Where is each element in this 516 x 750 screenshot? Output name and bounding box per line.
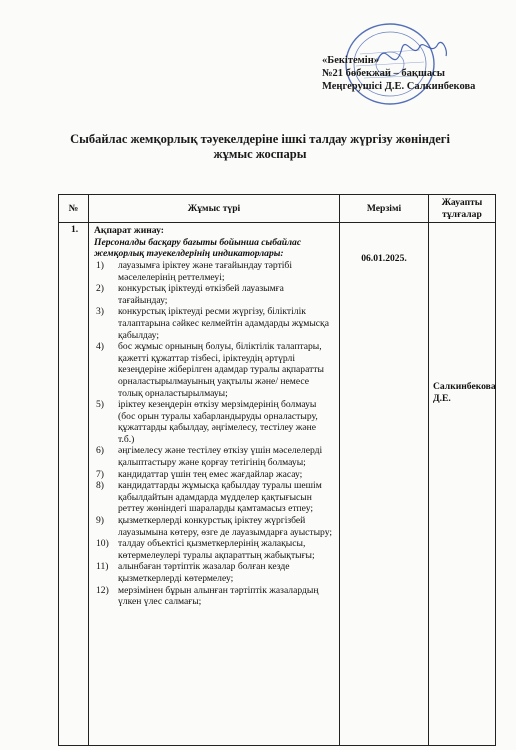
list-item [94,445,333,468]
list-item [94,341,333,399]
list-item [94,561,333,584]
indicator-list [94,260,333,608]
list-item [94,399,333,445]
list-item-text: бос жұмыс орнының болуы, біліктілік талаптары, қажетті құжаттар тізбесі, іріктеудің әртүрлі кезеңдеріне жіберілген адамдар туралы ақпаратты орналастырылмауының уақтылы және/ немесе толық орналастырылмауы; [118,341,324,399]
table-header-row [59,195,496,223]
list-item-number: 4) [96,341,104,353]
table-row [59,223,496,746]
title-line-1: Сыбайлас жемқорлық тәуекелдеріне ішкі талдау жүргізу жөніндегі [70,132,450,146]
list-item-number: 10) [96,538,109,550]
head-name: Меңгерушісі Д.Е. Салкинбекова [322,81,476,92]
approval-block [322,54,512,93]
header-deadline: Мерзімі [340,195,429,223]
list-item [94,306,333,341]
work-type-cell [89,223,340,746]
list-item-text: лауазымға іріктеу және тағайындау тәртібі мәселелерінің реттелмеуі; [118,259,292,283]
list-item [94,469,333,481]
list-item-text: әңгімелесу және тестілеу өткізу үшін мәселелерді қалыптастыру және қорғау тетігінің болмауы; [118,445,323,469]
approval-label: «Бекітемін» [322,55,380,66]
list-item [94,480,333,515]
list-item-text: қызметкерлерді конкурстық іріктеу жүргізбей лауазымына көтеру, өзге де лауазымдарға ауыстыру; [118,515,333,538]
row-number: 1. [59,223,89,746]
responsible-surname: Салкинбекова [433,381,496,393]
list-item-text: мерзімінен бұрын алынған тәртіптік жазалардың үлкен үлес салмағы; [118,584,319,608]
header-work-type: Жұмыс түрі [89,195,340,223]
list-item-number: 9) [96,515,104,527]
list-item [94,538,333,561]
section-subtitle: Персоналды басқару бағыты бойынша сыбайлас жемқорлық тәуекелдерінің индикаторлары: [94,236,302,260]
list-item-number: 7) [96,468,104,480]
work-plan-table [58,194,496,746]
list-item [94,585,333,608]
list-item-number: 1) [96,259,104,271]
list-item [94,283,333,306]
institution-name: №21 бөбекжай – бақшасы [322,68,445,79]
list-item [94,260,333,283]
list-item-text: кандидаттарды жұмысқа қабылдау туралы шешім қабылдайтын адамдарда мүдделер қақтығысын реттеу жөніндегі шараларды қамтамасыз етпеу; [118,480,322,515]
deadline-cell: 06.01.2025. [340,223,429,746]
responsible-cell [429,223,496,746]
header-number: № [59,195,89,223]
section-title: Ақпарат жинау: [94,225,164,237]
document-title [60,132,460,162]
title-line-2: жұмыс жоспары [213,147,307,161]
header-responsible: Жауапты тұлғалар [429,195,496,223]
list-item-number: 11) [96,561,109,573]
list-item-number: 5) [96,399,104,411]
list-item-text: конкурстық іріктеуді ресми жүргізу, біліктілік талаптарына сәйкес келмейтін адамдарды жұмысқа қабылдау; [118,306,329,341]
list-item-number: 8) [96,480,104,492]
responsible-initials: Д.Е. [433,392,451,404]
list-item-text: талдау объектісі қызметкерлерінің жалақысы, көтермелеулері туралы ақпараттың жабықтығы; [118,538,315,561]
list-item-text: алынбаған тәртіптік жазалар болған кезде қызметкерлерді көтермелеу; [118,561,290,584]
list-item [94,515,333,538]
list-item-number: 12) [96,584,109,596]
list-item-text: кандидаттар үшін тең емес жағдайлар жасау; [118,468,303,480]
list-item-text: іріктеу кезеңдерін өткізу мерзімдерінің болмауы (бос орын туралы хабарландыруды орналастыру, құжаттарды қабылдау, әңгімелесу, тестілеу және т.б.) [118,399,318,445]
list-item-number: 3) [96,306,104,318]
list-item-number: 6) [96,445,104,457]
list-item-text: конкурстық іріктеуді өткізбей лауазымға тағайындау; [118,283,284,306]
list-item-number: 2) [96,283,104,295]
